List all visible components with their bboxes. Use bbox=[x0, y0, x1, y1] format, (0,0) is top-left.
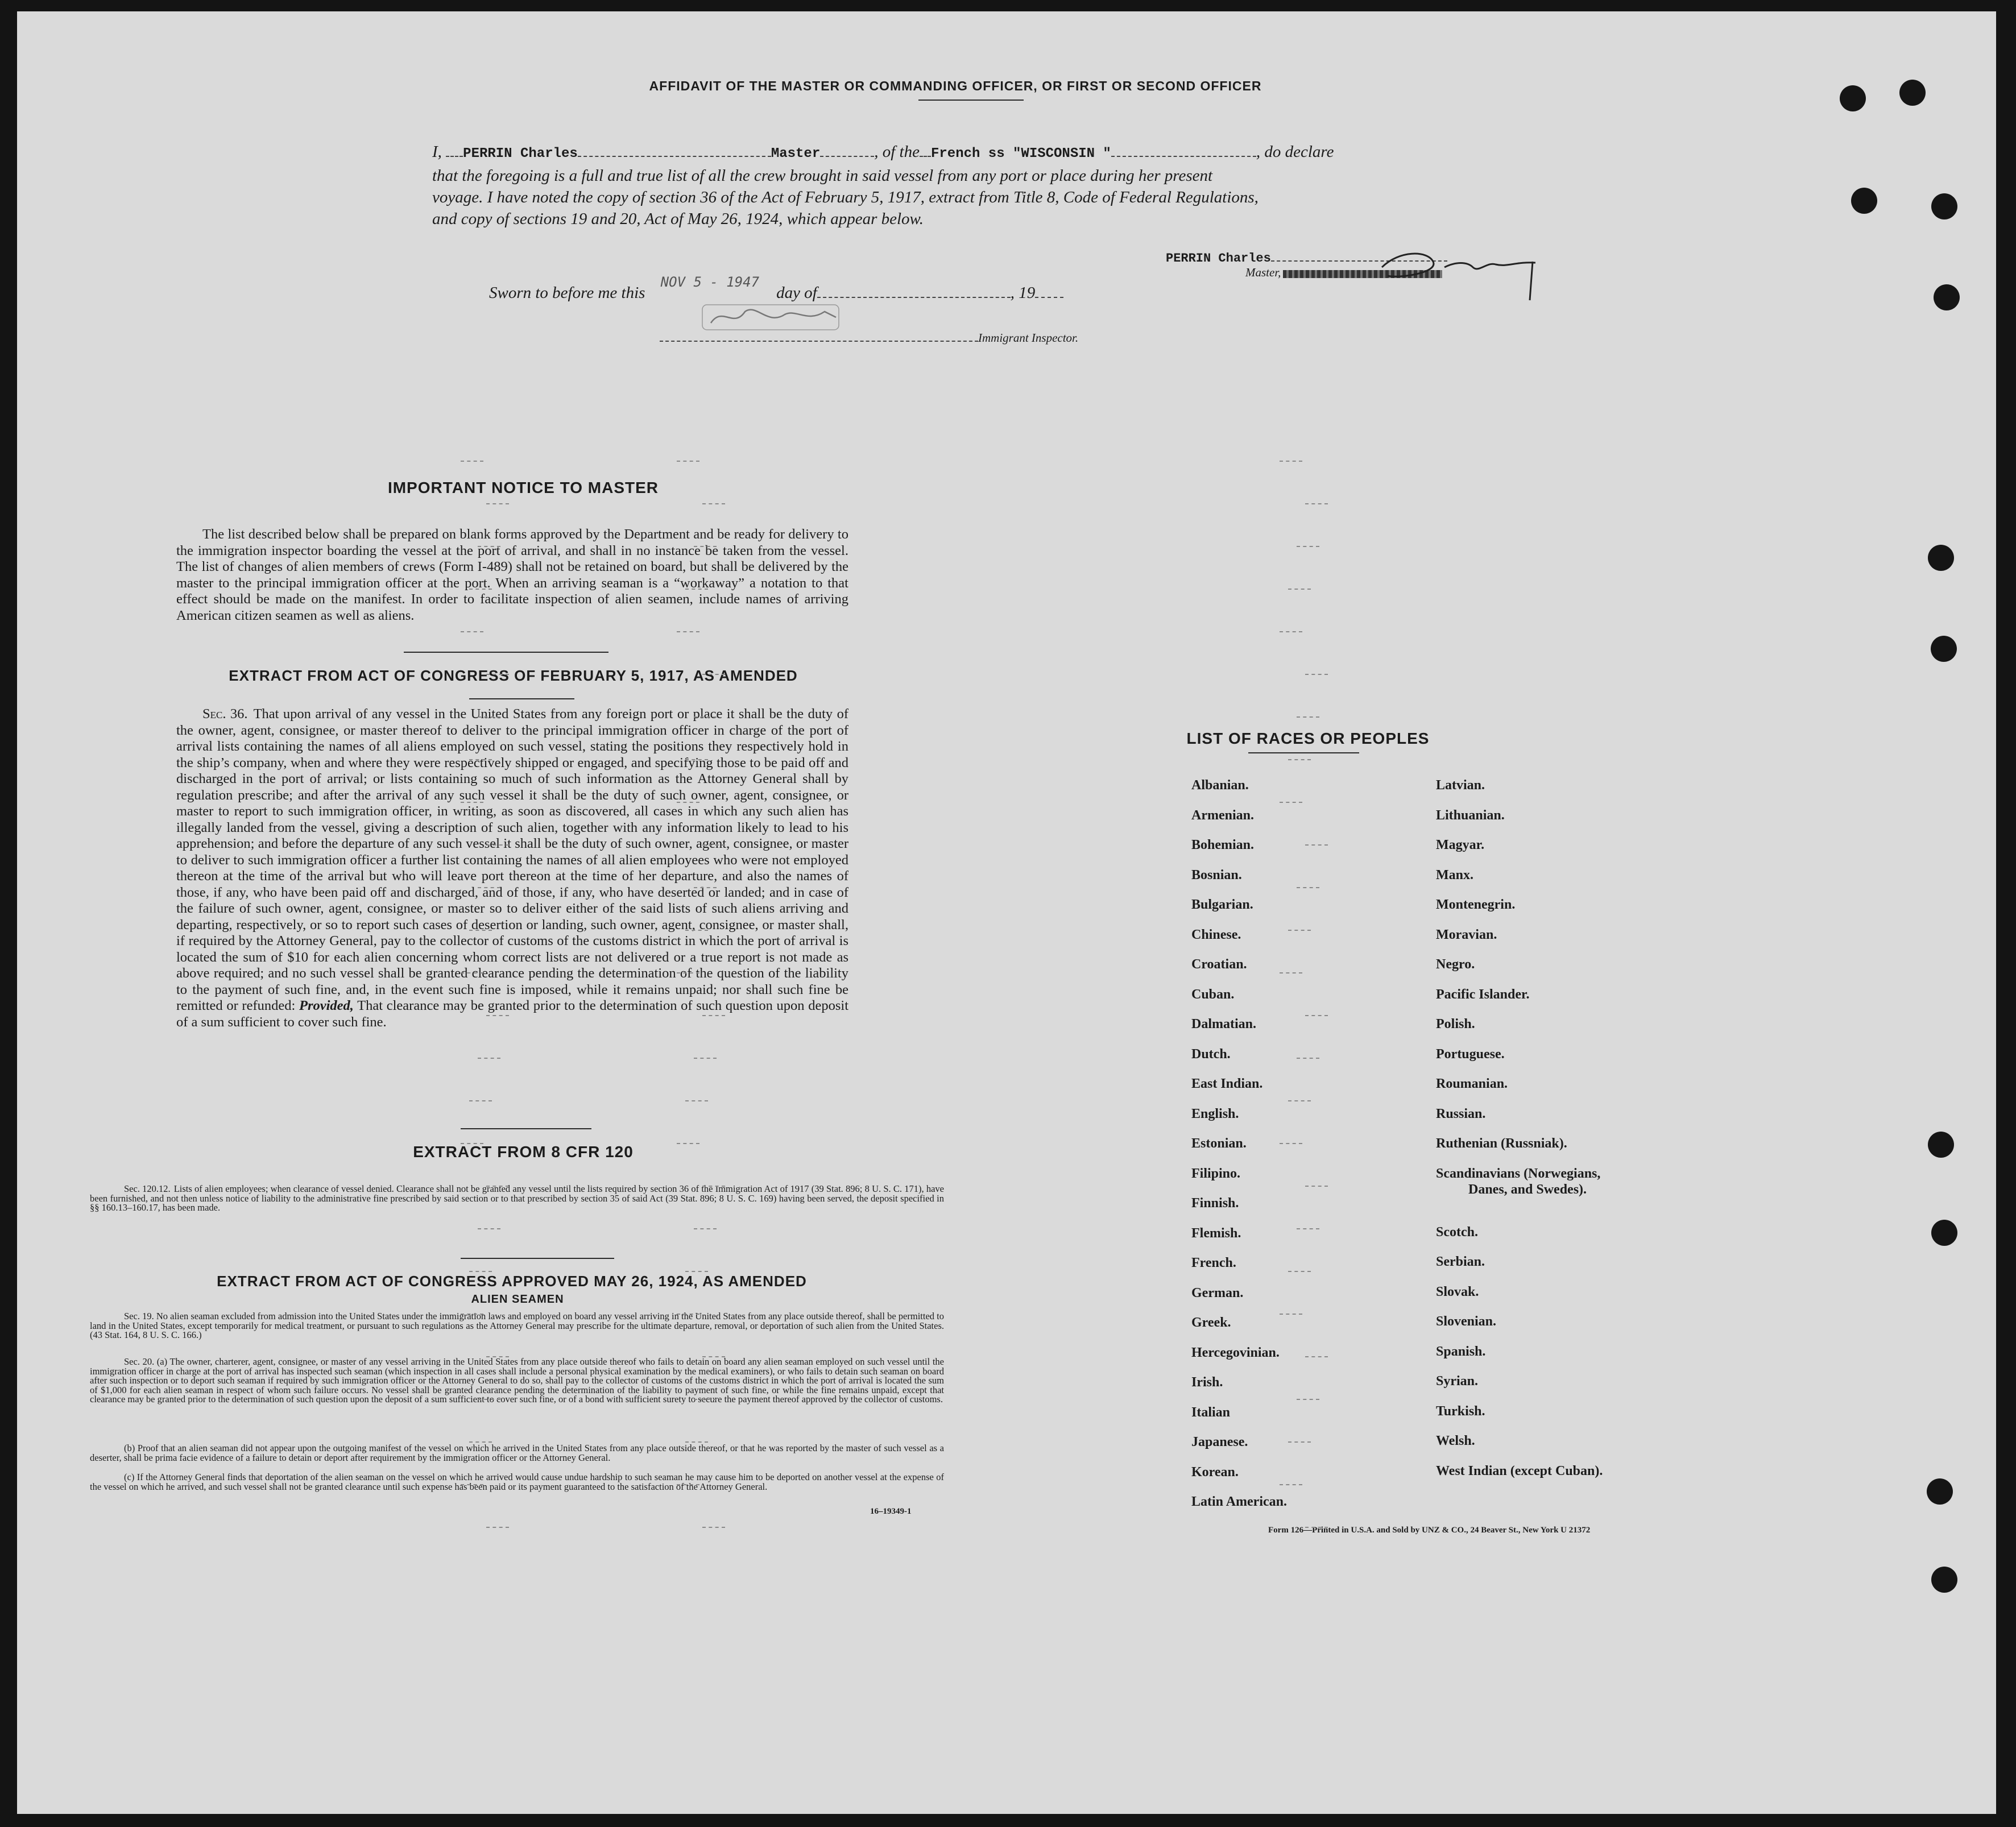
extract-cfr-text: Sec. 120.12. Lists of alien employees; when clearance of vessel denied. Clearance shall not be granted any vessel until the lists required by section 36 of the Immigration Act of 1917 (39 Stat. 896; 8 U. S. C. 171), have been furnished, and not then unless notice of liability to the administrative fine prescribed by said section or to that prescribed by section 35 of said Act (39 Stat. 896; 8 U. S. C. 169) having been served, the deposit specified in §§ 160.13–160.17, has been made. bbox=[90, 1183, 944, 1213]
faint-mark bbox=[694, 546, 717, 547]
race-item: Scotch. bbox=[1436, 1224, 1478, 1240]
faint-mark bbox=[1297, 887, 1319, 888]
faint-mark bbox=[1280, 802, 1302, 803]
faint-mark bbox=[1305, 1356, 1328, 1357]
race-item: Bulgarian. bbox=[1191, 897, 1253, 912]
faint-mark bbox=[478, 1228, 500, 1229]
document-page bbox=[17, 11, 1996, 1814]
faint-mark bbox=[1305, 844, 1328, 846]
faint-mark bbox=[461, 1143, 483, 1144]
faint-mark bbox=[478, 887, 500, 888]
race-item: Bosnian. bbox=[1191, 867, 1242, 883]
faint-mark bbox=[677, 1143, 699, 1144]
punch-hole bbox=[1934, 284, 1960, 310]
declaration-line-1: I, PERRIN Charles Master , of the French ss "WISCONSIN " , do declare bbox=[432, 143, 1334, 161]
race-item: Turkish. bbox=[1436, 1403, 1485, 1419]
faint-mark bbox=[478, 546, 500, 547]
race-item: Russian. bbox=[1436, 1106, 1486, 1121]
handwritten-signature bbox=[1365, 245, 1535, 307]
extract-1924-sec20a: Sec. 20. (a) The owner, charterer, agent, consignee, or master of any vessel arriving in the United States from any place outside thereof who fails to detain on board any alien seaman employed on such vessel until the immigration officer in charge at the port of arrival has inspected such seaman (which inspection in all cases shall include a personal physical examination by the medical examiners), or who fails to detain such seaman on board after such inspection or to deport such seaman if required by such immigration officer or the Attorney General to do so, shall pay to the collector of customs of the customs district in which the port of arrival is located the sum of $1,000 for each alien seaman in respect of whom such failure occurs. No vessel shall be granted clearance pending the determination of the liability to payment of such fine, or while the fine remains unpaid, except that clearance may be granted prior to the determination of such question upon the deposit of a sum sufficient to cover such fine, or of a bond with sufficient surety to secure the payment thereof approved by the collector of customs. bbox=[90, 1356, 944, 1405]
faint-mark bbox=[1297, 1058, 1319, 1059]
race-item: Lithuanian. bbox=[1436, 807, 1505, 823]
race-item: Slovak. bbox=[1436, 1284, 1479, 1299]
master-rank: Master bbox=[771, 146, 821, 161]
divider-rule bbox=[461, 1258, 614, 1259]
faint-mark bbox=[1305, 1527, 1328, 1528]
race-item: Magyar. bbox=[1436, 838, 1485, 852]
signature-block bbox=[1166, 250, 1541, 280]
faint-mark bbox=[469, 1441, 492, 1443]
race-item: Montenegrin. bbox=[1436, 897, 1516, 912]
sworn-line: Sworn to before me this $^{NOV 5 - 1947}$day of , 19 bbox=[489, 283, 1063, 303]
faint-mark bbox=[702, 844, 725, 846]
faint-mark bbox=[677, 461, 699, 462]
declaration-line-4: and copy of sections 19 and 20, Act of May 26, 1924, which appear below. bbox=[432, 210, 924, 228]
race-item: Italian bbox=[1191, 1405, 1231, 1420]
race-item: Hercegovinian. bbox=[1191, 1345, 1280, 1360]
race-item: West Indian (except Cuban). bbox=[1436, 1463, 1603, 1478]
race-item: Spanish. bbox=[1436, 1344, 1486, 1359]
faint-mark bbox=[685, 759, 708, 760]
faint-mark bbox=[702, 674, 725, 675]
race-item: Danes, and Swedes). bbox=[1468, 1182, 1587, 1197]
declaration-block bbox=[432, 141, 1558, 230]
faint-mark bbox=[702, 1186, 725, 1187]
faint-mark bbox=[1280, 1314, 1302, 1315]
faint-mark bbox=[486, 1527, 509, 1528]
extract-1917-title: EXTRACT FROM ACT OF CONGRESS OF FEBRUARY 5, 1917, AS AMENDED bbox=[229, 667, 798, 684]
divider-rule bbox=[469, 698, 574, 699]
divider-rule bbox=[461, 1128, 591, 1129]
race-item: Latvian. bbox=[1436, 778, 1485, 793]
punch-hole bbox=[1840, 85, 1866, 111]
race-item: Irish. bbox=[1191, 1375, 1223, 1390]
faint-mark bbox=[1288, 1100, 1311, 1101]
faint-mark bbox=[461, 1484, 483, 1485]
race-item: Dutch. bbox=[1191, 1046, 1231, 1062]
faint-mark bbox=[1305, 674, 1328, 675]
race-item: Moravian. bbox=[1436, 927, 1497, 942]
faint-mark bbox=[1288, 1441, 1311, 1443]
faint-mark bbox=[486, 503, 509, 504]
form-footer: Form 126—Printed in U.S.A. and Sold by UNZ & CO., 24 Beaver St., New York U 21372 bbox=[1268, 1526, 1591, 1535]
form-code: 16–19349-1 bbox=[870, 1507, 912, 1516]
faint-mark bbox=[677, 1484, 699, 1485]
faint-mark bbox=[469, 1100, 492, 1101]
affidavit-title: AFFIDAVIT OF THE MASTER OR COMMANDING OFFICER, OR FIRST OR SECOND OFFICER bbox=[649, 78, 1262, 93]
faint-mark bbox=[702, 1356, 725, 1357]
race-item: Polish. bbox=[1436, 1017, 1475, 1031]
race-item: German. bbox=[1191, 1285, 1244, 1300]
faint-mark bbox=[1305, 1015, 1328, 1016]
faint-mark bbox=[694, 1228, 717, 1229]
race-item: Chinese. bbox=[1191, 927, 1241, 942]
punch-hole bbox=[1899, 80, 1926, 106]
faint-mark bbox=[486, 1356, 509, 1357]
signature-typed-name: PERRIN Charles bbox=[1166, 251, 1271, 266]
punch-hole bbox=[1931, 1220, 1957, 1246]
race-item: Armenian. bbox=[1191, 807, 1254, 823]
extract-1924-subtitle: ALIEN SEAMEN bbox=[471, 1293, 564, 1306]
race-item: Scandinavians (Norwegians, bbox=[1436, 1166, 1601, 1181]
signature-label: Master, bbox=[1245, 266, 1281, 279]
faint-mark bbox=[702, 1015, 725, 1016]
race-item: Ruthenian (Russniak). bbox=[1436, 1136, 1567, 1151]
race-item: Flemish. bbox=[1191, 1225, 1241, 1241]
faint-mark bbox=[694, 716, 717, 718]
declaration-line-2: that the foregoing is a full and true list of all the crew brought in said vessel from any port or place during her present bbox=[432, 167, 1213, 185]
race-item: Albanian. bbox=[1191, 778, 1249, 793]
race-item: Bohemian. bbox=[1191, 838, 1255, 852]
faint-mark bbox=[478, 1058, 500, 1059]
faint-mark bbox=[478, 1399, 500, 1400]
race-item: Finnish. bbox=[1191, 1196, 1239, 1211]
date-stamp: NOV 5 - 1947 bbox=[660, 274, 760, 290]
faint-mark bbox=[478, 716, 500, 718]
race-item: Manx. bbox=[1436, 867, 1473, 883]
faint-mark bbox=[677, 1314, 699, 1315]
race-item: Syrian. bbox=[1436, 1374, 1479, 1389]
race-item: Estonian. bbox=[1191, 1136, 1247, 1151]
extract-cfr-title: EXTRACT FROM 8 CFR 120 bbox=[413, 1143, 634, 1161]
faint-mark bbox=[1280, 631, 1302, 632]
faint-mark bbox=[1288, 589, 1311, 590]
race-item: French. bbox=[1191, 1256, 1236, 1270]
faint-mark bbox=[685, 930, 708, 931]
faint-mark bbox=[469, 930, 492, 931]
declaration-line-3: voyage. I have noted the copy of section 36 of the Act of February 5, 1917, extract from Title 8, Code of Federal Regulations, bbox=[432, 188, 1259, 206]
faint-mark bbox=[461, 461, 483, 462]
faint-mark bbox=[1280, 1484, 1302, 1485]
faint-mark bbox=[1297, 1228, 1319, 1229]
vessel-name: French ss "WISCONSIN " bbox=[930, 146, 1111, 161]
race-item: Korean. bbox=[1191, 1464, 1239, 1480]
race-item: Japanese. bbox=[1191, 1435, 1248, 1449]
faint-mark bbox=[469, 1271, 492, 1272]
faint-mark bbox=[702, 503, 725, 504]
race-item: Welsh. bbox=[1436, 1434, 1475, 1448]
extract-1917-text: Sec. 36. That upon arrival of any vessel in the United States from any foreign port or place it shall be the duty of the owner, agent, consignee, or master thereof to deliver to the principal immigration officer in charge of the port of arrival lists containing the names of all aliens employed on such vessel, stating the positions they respectively hold in the ship’s company, when and where they were respectively shipped or engaged, and specifying those to be paid off and discharged in the port of arrival; or lists containing so much of such information as the Attorney General shall by regulation prescribe; and after the arrival of any such vessel it shall be the duty of such owner, agent, consignee, or master to report to such immigration officer, in writing, as soon as discovered, all cases in which any such alien has illegally landed from the vessel, giving a description of such alien, together with any information likely to lead to his apprehension; and before the departure of any such vessel it shall be the duty of such owner, agent, consignee, or master to deliver to such immigration officer a further list containing the names of all alien employees who were not employed thereon at the time of the arrival but who will leave port thereon at the time of her departure, and also the names of those, if any, who have been paid off and discharged, and of those, if any, who have deserted or landed; and in case of the failure of such owner, agent, consignee, or master so to deliver either of the said lists of such aliens arriving and departing, respectively, or so to report such cases of desertion or landing, such owner, agent, consignee, or master shall, if required by the Attorney General, pay to the collector of customs of the customs district in which the port of arrival is located the sum of $10 for each alien concerning whom correct lists are not delivered or a true report is not made as above required; and no such vessel shall be granted clearance pending the determination of the question of the liability to the payment of such fine, and, in the event such fine is imposed, while it remains unpaid; nor shall such fine be remitted or refunded: Provided, That clearance may be granted prior to the determination of such question upon deposit of a sum sufficient to cover such fine. bbox=[176, 706, 849, 1030]
extract-1924-sec19: Sec. 19. No alien seaman excluded from admission into the United States under the immigration laws and employed on board any vessel arriving in the United States from any place outside thereof, shall be permitted to land in the United States, except temporarily for medical treatment, or pursuant to such regulations as the Attorney General may prescribe for the ultimate departure, removal, or deportation of such alien from the United States. (43 Stat. 164, 8 U. S. C. 166.) bbox=[90, 1311, 944, 1340]
faint-mark bbox=[1280, 972, 1302, 973]
notice-title: IMPORTANT NOTICE TO MASTER bbox=[387, 479, 659, 496]
race-item: Negro. bbox=[1436, 957, 1475, 972]
race-item: Croatian. bbox=[1191, 957, 1247, 972]
punch-hole bbox=[1931, 1567, 1957, 1593]
faint-mark bbox=[486, 844, 509, 846]
faint-mark bbox=[702, 1527, 725, 1528]
punch-hole bbox=[1928, 1132, 1954, 1158]
race-item: English. bbox=[1191, 1106, 1239, 1121]
faint-mark bbox=[469, 759, 492, 760]
race-item: Serbian. bbox=[1436, 1254, 1485, 1269]
punch-hole bbox=[1851, 188, 1877, 214]
divider-rule bbox=[404, 652, 608, 653]
race-item: Portuguese. bbox=[1436, 1046, 1505, 1062]
extract-1924-sec20b: (b) Proof that an alien seaman did not appear upon the outgoing manifest of the vessel on which he arrived in the United States from any place outside thereof, or that he was reported by the master of such vessel as a deserter, shall be prima facie evidence of a failure to detain or deport after requirement by the immigration officer or the Attorney General. bbox=[90, 1443, 944, 1463]
race-item: Greek. bbox=[1191, 1315, 1231, 1330]
races-title: LIST OF RACES OR PEOPLES bbox=[1186, 730, 1430, 747]
faint-mark bbox=[1288, 759, 1311, 760]
faint-mark bbox=[461, 631, 483, 632]
faint-mark bbox=[486, 1015, 509, 1016]
race-item: Dalmatian. bbox=[1191, 1017, 1256, 1031]
faint-mark bbox=[1288, 1271, 1311, 1272]
faint-mark bbox=[1280, 1143, 1302, 1144]
title-rule bbox=[918, 100, 1024, 101]
faint-mark bbox=[694, 1058, 717, 1059]
faint-mark bbox=[677, 972, 699, 973]
inspector-line: Immigrant Inspector. bbox=[660, 331, 1078, 345]
punch-hole bbox=[1928, 545, 1954, 571]
faint-mark bbox=[1297, 1399, 1319, 1400]
faint-mark bbox=[461, 1314, 483, 1315]
extract-1924-title: EXTRACT FROM ACT OF CONGRESS APPROVED MAY 26, 1924, AS AMENDED bbox=[217, 1273, 807, 1290]
faint-mark bbox=[486, 1186, 509, 1187]
faint-mark bbox=[694, 887, 717, 888]
faint-mark bbox=[677, 631, 699, 632]
faint-mark bbox=[685, 1271, 708, 1272]
faint-mark bbox=[677, 802, 699, 803]
race-item: Cuban. bbox=[1191, 987, 1235, 1002]
faint-mark bbox=[469, 589, 492, 590]
faint-mark bbox=[1280, 461, 1302, 462]
faint-mark bbox=[685, 589, 708, 590]
faint-mark bbox=[461, 972, 483, 973]
faint-mark bbox=[486, 674, 509, 675]
faint-mark bbox=[461, 802, 483, 803]
faint-mark bbox=[1305, 503, 1328, 504]
race-item: Filipino. bbox=[1191, 1166, 1241, 1181]
divider-rule bbox=[1248, 752, 1359, 753]
race-item: Latin American. bbox=[1191, 1494, 1287, 1509]
race-item: Slovenian. bbox=[1436, 1314, 1497, 1329]
race-item: Pacific Islander. bbox=[1436, 987, 1530, 1002]
faint-mark bbox=[1305, 1186, 1328, 1187]
punch-hole bbox=[1927, 1478, 1953, 1505]
punch-hole bbox=[1931, 193, 1957, 219]
inspector-initials bbox=[699, 300, 847, 334]
faint-mark bbox=[694, 1399, 717, 1400]
notice-text: The list described below shall be prepared on blank forms approved by the Department and be ready for delivery to the immigration inspector boarding the vessel at the port of arrival, and shall in no instance be taken from the vessel. The list of changes of alien members of crews (Form I-489) shall not be retained on board, but shall be delivered by the master to the principal immigration officer at the port. When an arriving seaman is a “workaway” a notation to that effect should be made on the manifest. In order to facilitate inspection of alien seamen, include names of arriving American citizen seamen as well as aliens. bbox=[176, 527, 848, 623]
faint-mark bbox=[685, 1100, 708, 1101]
faint-mark bbox=[1288, 930, 1311, 931]
extract-1924-sec20c: (c) If the Attorney General finds that deportation of the alien seaman on the vessel on which he arrived would cause undue hardship to such seaman he may cause him to be deported on another vessel at the expense of the vessel on which he arrived, and such vessel shall not be granted clearance until such expense has been paid or its payment guaranteed to the satisfaction of the Attorney General. bbox=[90, 1472, 944, 1492]
faint-mark bbox=[685, 1441, 708, 1443]
race-item: East Indian. bbox=[1191, 1076, 1263, 1091]
master-name: PERRIN Charles bbox=[463, 146, 578, 161]
punch-hole bbox=[1931, 636, 1957, 662]
faint-mark bbox=[1297, 716, 1319, 718]
faint-mark bbox=[1297, 546, 1319, 547]
race-item: Roumanian. bbox=[1436, 1076, 1508, 1091]
